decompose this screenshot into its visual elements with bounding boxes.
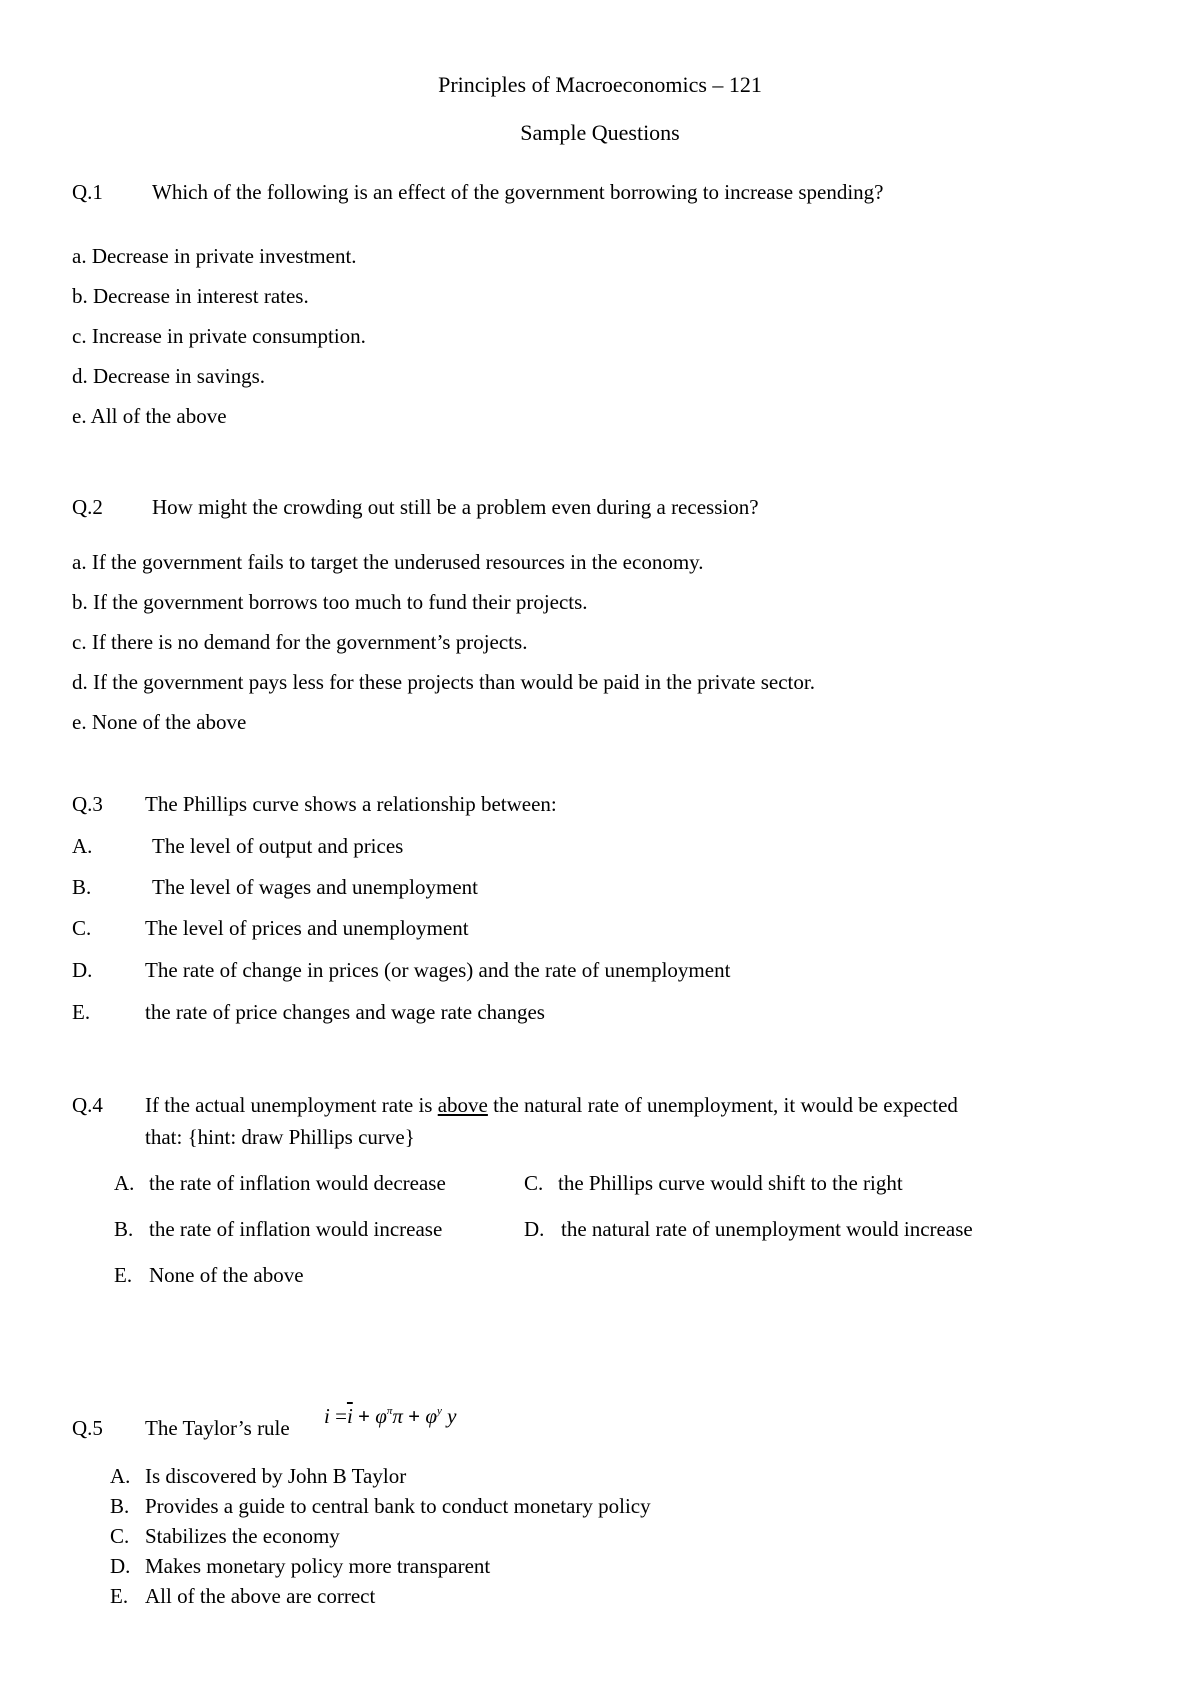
answer-option-d: the natural rate of unemployment would increase [561,1217,973,1241]
formula-symbol: + [408,1404,421,1428]
document-title: Principles of Macroeconomics – 121 [438,72,762,97]
answer-option-b: b. If the government borrows too much to fund their projects. [72,590,588,614]
answer-option-e: e. All of the above [72,404,227,428]
question-number: Q.5 [72,1416,103,1440]
answer-option-d: The rate of change in prices (or wages) and the rate of unemployment [145,958,731,982]
option-letter-b: B. [110,1494,130,1518]
answer-option-c: c. Increase in private consumption. [72,324,366,348]
option-letter-e: E. [110,1584,129,1608]
formula-symbol: φ [425,1404,438,1428]
question-number: Q.2 [72,495,103,519]
answer-option-c: c. If there is no demand for the government’s projects. [72,630,528,654]
option-letter-d: D. [110,1554,131,1578]
question-number: Q.3 [72,792,103,816]
question-text-part: If the actual unemployment rate is [145,1093,438,1117]
question-number: Q.4 [72,1093,103,1117]
option-letter-c: C. [72,916,92,940]
answer-option-a: a. If the government fails to target the underused resources in the economy. [72,550,704,574]
answer-option-c: the Phillips curve would shift to the right [558,1171,903,1195]
answer-option-e: None of the above [149,1263,304,1287]
formula-symbol: = [335,1404,347,1428]
formula-superscript: π [386,1405,393,1417]
formula-symbol: y [447,1404,457,1428]
question-text-part: the natural rate of unemployment, it would be expected [487,1093,958,1117]
answer-option-b: b. Decrease in interest rates. [72,284,309,308]
formula-symbol: i [324,1404,330,1428]
answer-option-a: Is discovered by John B Taylor [145,1464,407,1488]
option-letter-d: D. [72,958,93,982]
formula-symbol: φ [375,1404,387,1428]
formula-superscript: y [437,1405,442,1417]
question-text: Which of the following is an effect of the government borrowing to increase spending? [152,180,884,204]
answer-option-e: All of the above are correct [145,1584,376,1608]
option-letter-a: A. [110,1464,131,1488]
question-text: How might the crowding out still be a problem even during a recession? [152,495,759,519]
option-letter-c: C. [110,1524,130,1548]
underlined-word: above [437,1093,488,1117]
option-letter-e: E. [72,1000,91,1024]
question-number: Q.1 [72,180,103,204]
question-text-line-2: that: {hint: draw Phillips curve} [145,1125,415,1149]
question-text: The Phillips curve shows a relationship between: [145,792,557,816]
question-text [145,1095,958,1116]
taylor-rule-formula [324,1406,456,1427]
answer-option-a: a. Decrease in private investment. [72,244,357,268]
option-letter-c: C. [524,1171,544,1195]
option-letter-e: E. [114,1263,133,1287]
question-text: The Taylor’s rule [145,1416,290,1440]
answer-option-d: Makes monetary policy more transparent [145,1554,491,1578]
answer-option-b: the rate of inflation would increase [149,1217,443,1241]
document-subtitle: Sample Questions [520,120,680,145]
answer-option-b: The level of wages and unemployment [152,875,478,899]
answer-option-d: d. Decrease in savings. [72,364,266,388]
option-letter-b: B. [114,1217,134,1241]
answer-option-e: e. None of the above [72,710,247,734]
answer-option-a: The level of output and prices [152,834,404,858]
answer-option-e: the rate of price changes and wage rate changes [145,1000,545,1024]
answer-option-c: The level of prices and unemployment [145,916,469,940]
formula-symbol: + [358,1404,370,1428]
formula-symbol: $\overline{i}$ [346,1404,353,1428]
option-letter-a: A. [114,1171,135,1195]
answer-option-a: the rate of inflation would decrease [149,1171,446,1195]
answer-option-d: d. If the government pays less for these projects than would be paid in the private sector. [72,670,815,694]
option-letter-a: A. [72,834,93,858]
answer-option-c: Stabilizes the economy [145,1524,340,1548]
option-letter-b: B. [72,875,92,899]
option-letter-d: D. [524,1217,545,1241]
answer-option-b: Provides a guide to central bank to conduct monetary policy [145,1494,651,1518]
formula-symbol: π [392,1404,403,1428]
